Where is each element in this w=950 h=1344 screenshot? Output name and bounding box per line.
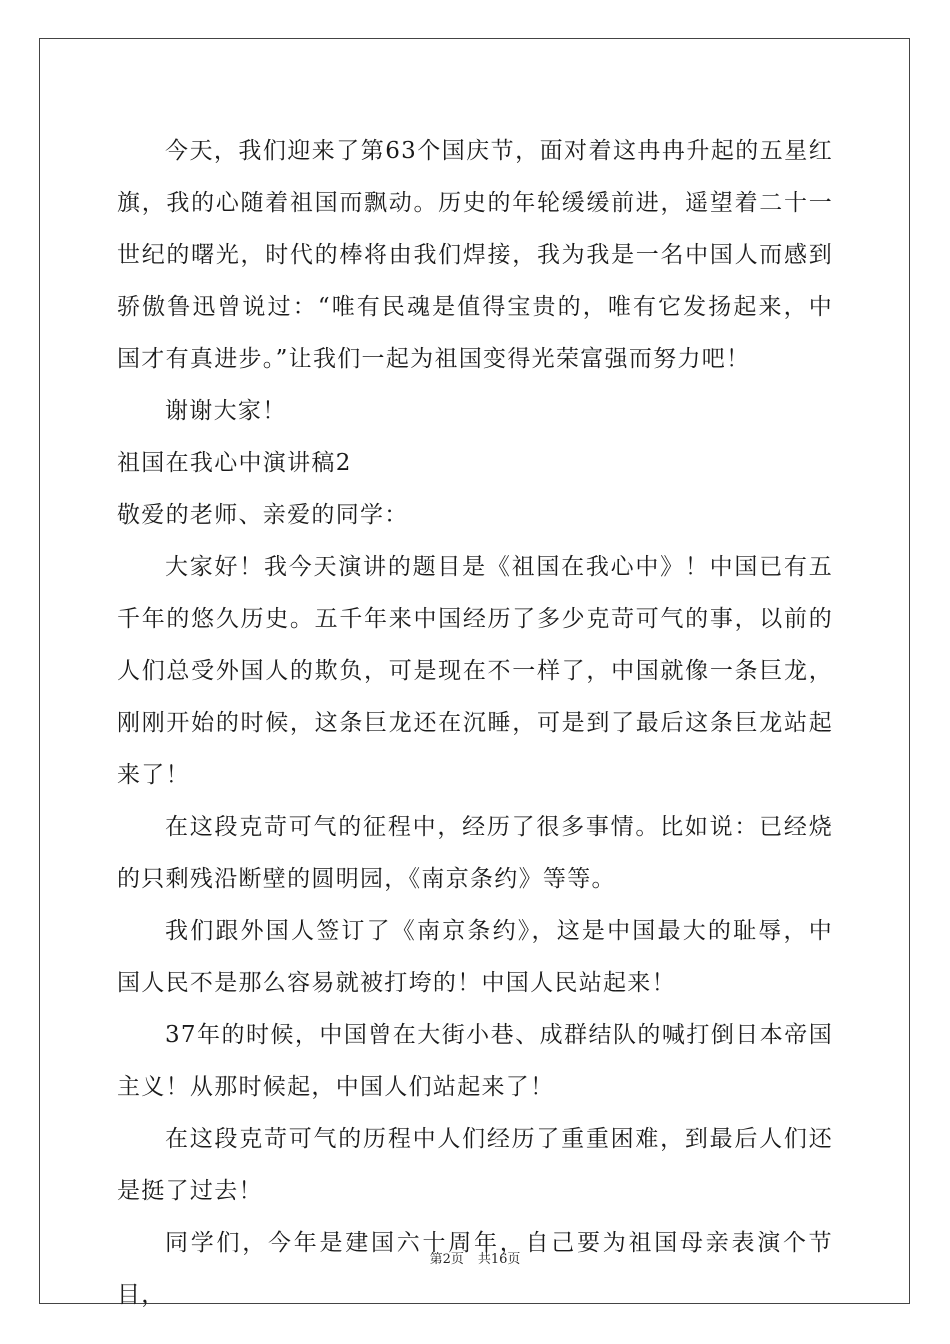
page-footer [0,1248,950,1267]
page-total: 共16页 [477,1252,521,1267]
paragraph-treaty: 我们跟外国人签订了《南京条约》，这是中国最大的耻辱，中国人民不是那么容易就被打垮的！中国人民站起来！ [117,918,833,996]
paragraph-thanks: 谢谢大家！ [165,398,287,424]
section-title: 祖国在我心中演讲稿2 [117,450,352,476]
document-body [117,125,833,1321]
page-number: 第2页 [429,1252,464,1267]
paragraph-national-day: 今天，我们迎来了第63个国庆节，面对着这冉冉升起的五星红旗，我的心随着祖国而飘动。历史的年轮缓缓前进，遥望着二十一世纪的曙光，时代的棒将由我们焊接，我为我是一名中国人而感到骄傲鲁迅曾说过：“唯有民魂是值得宝贵的，唯有它发扬起来，中国才有真进步。”让我们一起为祖国变得光荣富强而努力吧！ [117,138,833,372]
paragraph-hardship: 在这段克苛可气的历程中人们经历了重重困难，到最后人们还是挺了过去！ [117,1126,833,1204]
paragraph-resistance: 37年的时候，中国曾在大街小巷、成群结队的喊打倒日本帝国主义！从那时候起，中国人们站起来了！ [117,1022,833,1100]
paragraph-anniversary: 同学们，今年是建国六十周年，自己要为祖国母亲表演个节目， [117,1230,833,1308]
salutation: 敬爱的老师、亲爱的同学： [117,502,409,528]
paragraph-intro: 大家好！我今天演讲的题目是《祖国在我心中》！中国已有五千年的悠久历史。五千年来中国经历了多少克苛可气的事，以前的人们总受外国人的欺负，可是现在不一样了，中国就像一条巨龙，刚刚开始的时候，这条巨龙还在沉睡，可是到了最后这条巨龙站起来了！ [117,554,833,788]
paragraph-history: 在这段克苛可气的征程中，经历了很多事情。比如说：已经烧的只剩残沿断壁的圆明园，《南京条约》等等。 [117,814,833,892]
